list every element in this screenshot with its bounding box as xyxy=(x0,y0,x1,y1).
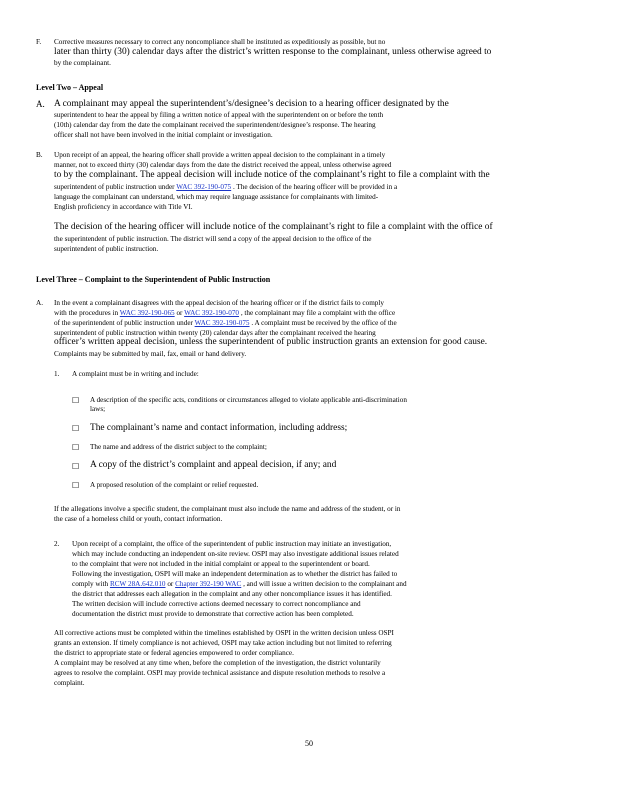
a2-text-post: , the complainant may file a complaint with the office xyxy=(240,309,396,317)
checkbox-icon: ☐ xyxy=(72,396,80,405)
level-two-b-line-2: manner, not to exceed thirty (30) calendar days from the date the district received the appeal, unless otherwise agreed xyxy=(54,161,392,169)
level-three-heading: Level Three – Complaint to the Superintendent of Public Instruction xyxy=(36,275,271,284)
level-two-heading: Level Two – Appeal xyxy=(36,83,104,92)
level-three-a-line-6: Complaints may be submitted by mail, fax, email or hand delivery. xyxy=(54,350,247,358)
item-2-line-6: the district that addresses each allegation in the complaint and any other noncompliance issues it has identified. xyxy=(72,590,392,598)
level-three-a-label: A. xyxy=(36,299,43,307)
bullet-item: A copy of the district’s complaint and appeal decision, if any; and xyxy=(90,460,337,470)
checkbox-icon: ☐ xyxy=(72,462,80,471)
level-three-a-line-4: superintendent of public instruction within twenty (20) calendar days after the complainant received the hearing xyxy=(54,329,376,337)
corrective-line-1: All corrective actions must be completed within the timelines established by OSPI in the written decision unless OSPI xyxy=(54,629,394,637)
section-f-label: F. xyxy=(36,38,42,46)
item-2-line-7: The written decision will include corrective actions deemed necessary to correct noncompliance and xyxy=(72,600,361,608)
corrective-line-5: agrees to resolve the complaint. OSPI may provide technical assistance and dispute resolution methods to resolve a xyxy=(54,669,386,677)
b4-text-post: . The decision of the hearing officer will be provided in a xyxy=(232,183,398,191)
level-three-a-line-1: In the event a complainant disagrees with the appeal decision of the hearing officer or if the district fails to comply xyxy=(54,299,384,307)
a3-text-post: . A complaint must be received by the office of the xyxy=(251,319,397,327)
level-three-a-line-3 xyxy=(54,319,397,328)
student-paragraph-line-1: If the allegations involve a specific student, the complainant must also include the name and address of the student, or in xyxy=(54,505,401,513)
a3-text-pre: of the superintendent of public instruction under xyxy=(54,319,193,327)
level-two-b-line-8: the superintendent of public instruction. The district will send a copy of the appeal decision to the office of the xyxy=(54,235,372,243)
page-number: 50 xyxy=(305,739,313,748)
checkbox-icon: ☐ xyxy=(72,481,80,490)
level-two-a-line-3: (10th) calendar day from the date the complainant received the superintendent/designee’s response. The hearing xyxy=(54,121,376,129)
b4-text-pre: superintendent of public instruction under xyxy=(54,183,175,191)
i2-5-text-post: , and will issue a written decision to the complainant and xyxy=(243,580,407,588)
level-two-b-line-9: superintendent of public instruction. xyxy=(54,245,159,253)
chapter-392-190-wac-link[interactable]: Chapter 392-190 WAC xyxy=(175,580,242,588)
i2-5-text-mid: or xyxy=(167,580,174,588)
wac-392-190-065-link[interactable]: WAC 392-190-065 xyxy=(119,309,175,317)
section-f-line-2: later than thirty (30) calendar days after the district’s written response to the complainant, unless otherwise agreed to xyxy=(54,47,492,57)
level-two-b-line-5: language the complainant can understand, which may require language assistance for complainants with limited- xyxy=(54,193,379,201)
rcw-28a-642-010-link[interactable]: RCW 28A.642.010 xyxy=(109,580,166,588)
level-two-b-line-3: to by the complainant. The appeal decision will include notice of the complainant’s right to file a complaint with the xyxy=(54,170,490,180)
item-2-line-5 xyxy=(72,580,407,589)
student-paragraph-line-2: the case of a homeless child or youth, contact information. xyxy=(54,515,223,523)
level-two-b-line-4 xyxy=(54,183,397,192)
level-two-b-line-1: Upon receipt of an appeal, the hearing officer shall provide a written appeal decision to the complainant in a timely xyxy=(54,151,386,159)
section-f-line-1: Corrective measures necessary to correct any noncompliance shall be instituted as expeditiously as possible, but no xyxy=(54,38,386,46)
item-2-label: 2. xyxy=(54,540,60,548)
item-2-line-4: Following the investigation, OSPI will make an independent determination as to whether the district has failed to xyxy=(72,570,398,578)
item-2-line-2: which may include conducting an independent on-site review. OSPI may also investigate additional issues related xyxy=(72,550,399,558)
section-f-line-3: by the complainant. xyxy=(54,59,111,67)
item-2-line-8: documentation the district must provide to demonstrate that corrective action has been completed. xyxy=(72,610,354,618)
bullet-item: A description of the specific acts, conditions or circumstances alleged to violate applicable anti-discrimination xyxy=(90,396,407,404)
wac-392-190-070-link[interactable]: WAC 392-190-070 xyxy=(184,309,240,317)
level-two-a-line-4: officer shall not have been involved in the initial complaint or investigation. xyxy=(54,131,273,139)
level-three-a-line-5: officer’s written appeal decision, unless the superintendent of public instruction grants an extension for good cause. xyxy=(54,337,488,347)
bullet-item: A proposed resolution of the complaint or relief requested. xyxy=(90,481,259,489)
item-1-label: 1. xyxy=(54,370,60,378)
corrective-line-2: grants an extension. If timely compliance is not achieved, OSPI may take action including but not limited to referring xyxy=(54,639,392,647)
corrective-line-4: A complaint may be resolved at any time when, before the completion of the investigation, the district voluntarily xyxy=(54,659,381,667)
level-two-b-line-7: The decision of the hearing officer will include notice of the complainant’s right to file a complaint with the office of xyxy=(54,222,493,232)
level-two-b-line-6: English proficiency in accordance with Title VI. xyxy=(54,203,193,211)
corrective-line-3: the district to appropriate state or federal agencies empowered to order compliance. xyxy=(54,649,294,657)
level-two-b-label: B. xyxy=(36,151,43,159)
bullet-item: The name and address of the district subject to the complaint; xyxy=(90,443,267,451)
checkbox-icon: ☐ xyxy=(72,443,80,452)
bullet-item: The complainant’s name and contact information, including address; xyxy=(90,423,348,433)
a2-text-pre: with the procedures in xyxy=(54,309,119,317)
wac-392-190-075-link-2[interactable]: WAC 392-190-075 xyxy=(194,319,250,327)
wac-392-190-075-link[interactable]: WAC 392-190-075 xyxy=(176,183,232,191)
level-three-a-line-2 xyxy=(54,309,395,318)
bullet-item-cont: laws; xyxy=(90,405,106,413)
level-two-a-line-1: A complainant may appeal the superintendent’s/designee’s decision to a hearing officer designated by the xyxy=(54,99,449,109)
level-two-a-label: A. xyxy=(36,99,45,109)
a2-text-mid: or xyxy=(176,309,183,317)
item-1-text: A complaint must be in writing and include: xyxy=(72,370,199,378)
i2-5-text-pre: comply with xyxy=(72,580,109,588)
item-2-line-3: to the complaint that were not included in the initial complaint or appeal to the superintendent or board. xyxy=(72,560,370,568)
checkbox-icon: ☐ xyxy=(72,424,80,433)
level-two-a-line-2: superintendent to hear the appeal by filing a written notice of appeal with the superintendent on or before the tenth xyxy=(54,111,384,119)
corrective-line-6: complaint. xyxy=(54,679,85,687)
item-2-line-1: Upon receipt of a complaint, the office of the superintendent of public instruction may initiate an investigation, xyxy=(72,540,392,548)
